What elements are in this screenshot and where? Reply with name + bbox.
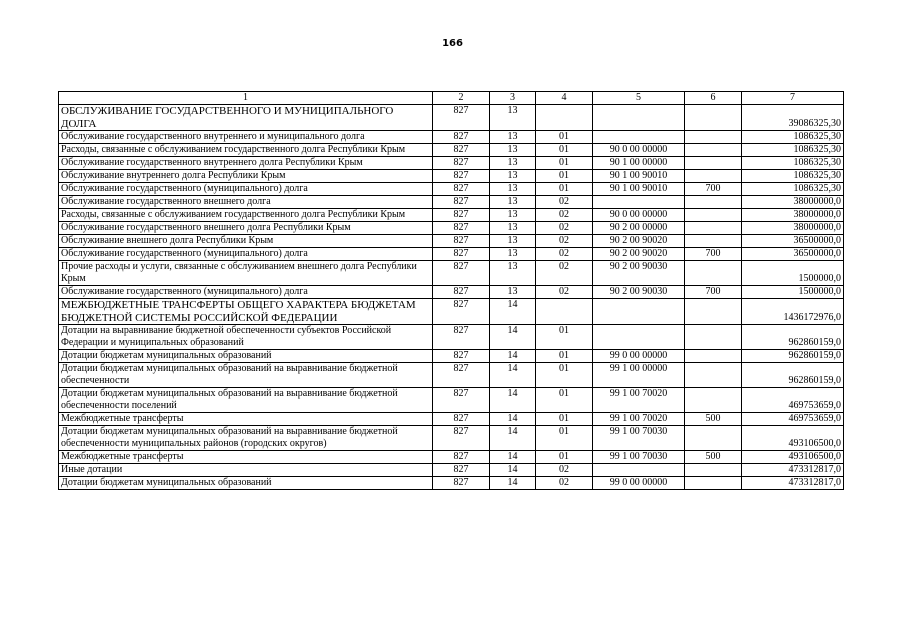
row-section-code: 13 (490, 144, 536, 157)
row-sum: 473312817,0 (742, 477, 844, 490)
row-subsection-code (536, 299, 593, 325)
table-row (59, 235, 844, 248)
row-name: Обслуживание государственного (муниципального) долга (59, 248, 433, 261)
row-name: Обслуживание государственного внешнего долга (59, 196, 433, 209)
row-sum: 39086325,30 (742, 105, 844, 131)
row-name: Прочие расходы и услуги, связанные с обслуживанием внешнего долга Республики Крым (59, 261, 433, 286)
row-target-article: 99 0 00 00000 (593, 350, 685, 363)
row-name: Расходы, связанные с обслуживанием государственного долга Республики Крым (59, 209, 433, 222)
row-name: Дотации бюджетам муниципальных образований (59, 477, 433, 490)
row-subsection-code: 02 (536, 286, 593, 299)
row-section-code: 13 (490, 196, 536, 209)
column-header: 3 (490, 92, 536, 105)
row-subsection-code: 01 (536, 350, 593, 363)
row-expense-type (685, 325, 742, 350)
row-target-article: 90 2 00 90020 (593, 248, 685, 261)
row-sum: 36500000,0 (742, 235, 844, 248)
row-expense-type: 700 (685, 248, 742, 261)
row-name: Обслуживание внешнего долга Республики Крым (59, 235, 433, 248)
row-subsection-code: 01 (536, 413, 593, 426)
table-row (59, 157, 844, 170)
row-expense-type (685, 464, 742, 477)
row-target-article: 99 1 00 70030 (593, 451, 685, 464)
row-section-code: 13 (490, 170, 536, 183)
row-expense-type (685, 426, 742, 451)
row-subsection-code: 01 (536, 426, 593, 451)
row-section-code: 13 (490, 209, 536, 222)
row-subsection-code: 02 (536, 222, 593, 235)
row-sum: 1086325,30 (742, 144, 844, 157)
row-ministry-code: 827 (433, 209, 490, 222)
row-expense-type (685, 170, 742, 183)
row-sum: 1086325,30 (742, 183, 844, 196)
page-number: 166 (442, 38, 463, 49)
table-row (59, 286, 844, 299)
row-subsection-code: 01 (536, 144, 593, 157)
row-expense-type: 700 (685, 286, 742, 299)
row-name: Межбюджетные трансферты (59, 451, 433, 464)
row-expense-type (685, 131, 742, 144)
row-ministry-code: 827 (433, 363, 490, 388)
table-row (59, 451, 844, 464)
row-sum: 469753659,0 (742, 388, 844, 413)
table-row (59, 363, 844, 388)
row-target-article (593, 325, 685, 350)
row-subsection-code: 02 (536, 477, 593, 490)
row-sum: 493106500,0 (742, 451, 844, 464)
row-target-article: 99 1 00 70020 (593, 388, 685, 413)
table-row (59, 325, 844, 350)
row-sum: 473312817,0 (742, 464, 844, 477)
row-expense-type (685, 209, 742, 222)
row-target-article (593, 196, 685, 209)
row-subsection-code: 02 (536, 248, 593, 261)
row-subsection-code: 01 (536, 183, 593, 196)
row-target-article: 90 0 00 00000 (593, 144, 685, 157)
row-section-code: 13 (490, 286, 536, 299)
table-row (59, 350, 844, 363)
table-row (59, 105, 844, 131)
budget-table (58, 91, 844, 490)
row-name: Расходы, связанные с обслуживанием государственного долга Республики Крым (59, 144, 433, 157)
row-expense-type (685, 363, 742, 388)
row-expense-type (685, 299, 742, 325)
row-target-article (593, 105, 685, 131)
column-header: 5 (593, 92, 685, 105)
table-row (59, 248, 844, 261)
row-expense-type (685, 235, 742, 248)
table-row (59, 170, 844, 183)
row-target-article: 90 1 00 90010 (593, 170, 685, 183)
row-section-code: 14 (490, 325, 536, 350)
row-subsection-code: 01 (536, 388, 593, 413)
row-sum: 38000000,0 (742, 196, 844, 209)
row-section-code: 13 (490, 222, 536, 235)
row-ministry-code: 827 (433, 144, 490, 157)
row-ministry-code: 827 (433, 105, 490, 131)
row-section-code: 13 (490, 157, 536, 170)
row-section-code: 13 (490, 261, 536, 286)
row-ministry-code: 827 (433, 413, 490, 426)
row-name: Обслуживание внутреннего долга Республики Крым (59, 170, 433, 183)
table-row (59, 477, 844, 490)
table-row (59, 196, 844, 209)
row-expense-type (685, 157, 742, 170)
row-ministry-code: 827 (433, 196, 490, 209)
row-section-code: 13 (490, 131, 536, 144)
row-ministry-code: 827 (433, 426, 490, 451)
row-name: Дотации бюджетам муниципальных образований на выравнивание бюджетной обеспеченности поселений (59, 388, 433, 413)
column-header: 6 (685, 92, 742, 105)
row-ministry-code: 827 (433, 235, 490, 248)
table-row (59, 183, 844, 196)
row-target-article: 90 1 00 90010 (593, 183, 685, 196)
row-ministry-code: 827 (433, 261, 490, 286)
row-expense-type (685, 477, 742, 490)
row-section-code: 14 (490, 350, 536, 363)
row-expense-type (685, 144, 742, 157)
column-header: 4 (536, 92, 593, 105)
row-target-article: 90 2 00 00000 (593, 222, 685, 235)
column-header: 1 (59, 92, 433, 105)
row-name: Иные дотации (59, 464, 433, 477)
row-expense-type (685, 196, 742, 209)
row-target-article: 99 0 00 00000 (593, 477, 685, 490)
row-expense-type: 700 (685, 183, 742, 196)
row-name: ОБСЛУЖИВАНИЕ ГОСУДАРСТВЕННОГО И МУНИЦИПАЛЬНОГО ДОЛГА (59, 105, 433, 131)
row-name: МЕЖБЮДЖЕТНЫЕ ТРАНСФЕРТЫ ОБЩЕГО ХАРАКТЕРА БЮДЖЕТАМ БЮДЖЕТНОЙ СИСТЕМЫ РОССИЙСКОЙ ФЕДЕРАЦИИ (59, 299, 433, 325)
row-ministry-code: 827 (433, 131, 490, 144)
row-sum: 469753659,0 (742, 413, 844, 426)
row-subsection-code: 02 (536, 464, 593, 477)
table-row (59, 413, 844, 426)
row-section-code: 14 (490, 413, 536, 426)
row-name: Обслуживание государственного внешнего долга Республики Крым (59, 222, 433, 235)
row-sum: 1086325,30 (742, 131, 844, 144)
row-name: Дотации бюджетам муниципальных образований на выравнивание бюджетной обеспеченности (59, 363, 433, 388)
row-sum: 38000000,0 (742, 209, 844, 222)
table-row (59, 209, 844, 222)
row-target-article: 90 0 00 00000 (593, 209, 685, 222)
row-section-code: 14 (490, 388, 536, 413)
table-row (59, 222, 844, 235)
row-target-article: 90 1 00 00000 (593, 157, 685, 170)
row-expense-type (685, 350, 742, 363)
row-sum: 1086325,30 (742, 170, 844, 183)
row-ministry-code: 827 (433, 248, 490, 261)
row-target-article (593, 299, 685, 325)
row-name: Дотации на выравнивание бюджетной обеспеченности субъектов Российской Федерации и муниципальных образований (59, 325, 433, 350)
row-name: Дотации бюджетам муниципальных образований (59, 350, 433, 363)
row-sum: 962860159,0 (742, 350, 844, 363)
table-row (59, 299, 844, 325)
row-subsection-code: 01 (536, 157, 593, 170)
table-row (59, 261, 844, 286)
row-section-code: 13 (490, 183, 536, 196)
row-sum: 962860159,0 (742, 363, 844, 388)
row-subsection-code (536, 105, 593, 131)
row-expense-type (685, 388, 742, 413)
row-section-code: 14 (490, 299, 536, 325)
row-subsection-code: 02 (536, 235, 593, 248)
row-section-code: 13 (490, 105, 536, 131)
row-name: Обслуживание государственного внутреннего долга Республики Крым (59, 157, 433, 170)
table-row (59, 426, 844, 451)
row-ministry-code: 827 (433, 350, 490, 363)
row-subsection-code: 02 (536, 209, 593, 222)
row-ministry-code: 827 (433, 183, 490, 196)
row-expense-type: 500 (685, 451, 742, 464)
row-section-code: 14 (490, 426, 536, 451)
table-row (59, 464, 844, 477)
row-subsection-code: 01 (536, 131, 593, 144)
row-subsection-code: 02 (536, 196, 593, 209)
row-name: Обслуживание государственного (муниципального) долга (59, 286, 433, 299)
row-section-code: 13 (490, 248, 536, 261)
row-ministry-code: 827 (433, 299, 490, 325)
row-name: Обслуживание государственного (муниципального) долга (59, 183, 433, 196)
row-ministry-code: 827 (433, 157, 490, 170)
row-subsection-code: 01 (536, 451, 593, 464)
row-ministry-code: 827 (433, 170, 490, 183)
row-ministry-code: 827 (433, 451, 490, 464)
row-subsection-code: 01 (536, 363, 593, 388)
row-section-code: 14 (490, 363, 536, 388)
row-target-article: 99 1 00 00000 (593, 363, 685, 388)
column-header: 7 (742, 92, 844, 105)
row-section-code: 14 (490, 477, 536, 490)
row-target-article: 99 1 00 70030 (593, 426, 685, 451)
table-row (59, 144, 844, 157)
row-target-article (593, 464, 685, 477)
row-name: Межбюджетные трансферты (59, 413, 433, 426)
row-section-code: 13 (490, 235, 536, 248)
row-sum: 36500000,0 (742, 248, 844, 261)
row-name: Обслуживание государственного внутреннего и муниципального долга (59, 131, 433, 144)
row-sum: 1086325,30 (742, 157, 844, 170)
row-sum: 493106500,0 (742, 426, 844, 451)
row-sum: 1436172976,0 (742, 299, 844, 325)
row-target-article: 99 1 00 70020 (593, 413, 685, 426)
row-sum: 1500000,0 (742, 261, 844, 286)
row-section-code: 14 (490, 451, 536, 464)
row-ministry-code: 827 (433, 286, 490, 299)
column-number-row (59, 92, 844, 105)
row-target-article: 90 2 00 90020 (593, 235, 685, 248)
table-row (59, 131, 844, 144)
row-ministry-code: 827 (433, 222, 490, 235)
row-ministry-code: 827 (433, 325, 490, 350)
row-ministry-code: 827 (433, 388, 490, 413)
row-target-article: 90 2 00 90030 (593, 286, 685, 299)
row-target-article: 90 2 00 90030 (593, 261, 685, 286)
row-expense-type (685, 222, 742, 235)
column-header: 2 (433, 92, 490, 105)
row-name: Дотации бюджетам муниципальных образований на выравнивание бюджетной обеспеченности муниципальных районов (городских округов) (59, 426, 433, 451)
row-target-article (593, 131, 685, 144)
row-subsection-code: 01 (536, 325, 593, 350)
row-expense-type: 500 (685, 413, 742, 426)
row-subsection-code: 02 (536, 261, 593, 286)
row-expense-type (685, 261, 742, 286)
table-row (59, 388, 844, 413)
row-section-code: 14 (490, 464, 536, 477)
row-sum: 38000000,0 (742, 222, 844, 235)
row-ministry-code: 827 (433, 464, 490, 477)
row-expense-type (685, 105, 742, 131)
row-sum: 1500000,0 (742, 286, 844, 299)
row-ministry-code: 827 (433, 477, 490, 490)
row-sum: 962860159,0 (742, 325, 844, 350)
row-subsection-code: 01 (536, 170, 593, 183)
